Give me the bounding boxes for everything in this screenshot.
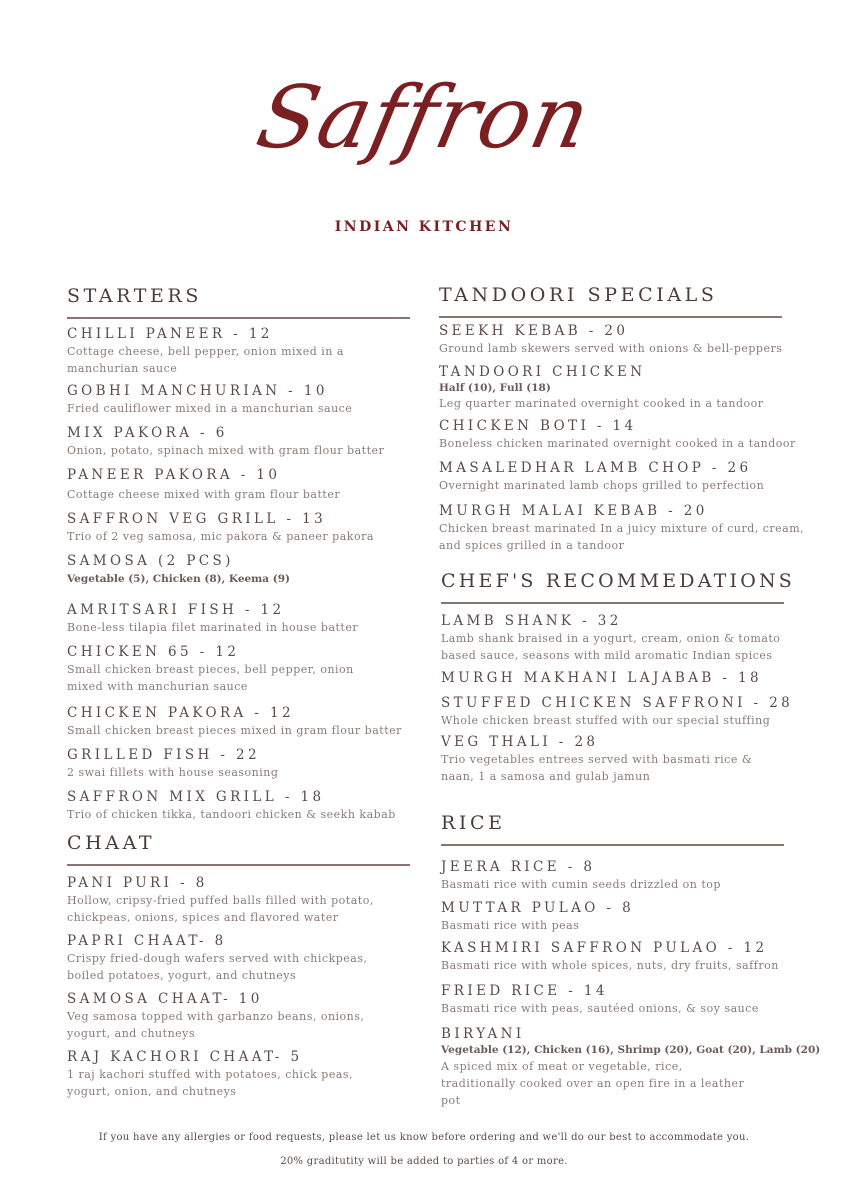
menu-item bbox=[67, 382, 412, 417]
menu-item bbox=[441, 1025, 821, 1109]
item-name: TANDOORI CHICKEN bbox=[439, 364, 646, 380]
item-name: SEEKH KEBAB - 20 bbox=[439, 323, 629, 339]
menu-item bbox=[439, 502, 809, 554]
menu-item bbox=[67, 704, 412, 739]
item-description: Small chicken breast pieces mixed in gram flour batter bbox=[67, 724, 402, 737]
item-name: JEERA RICE - 8 bbox=[441, 859, 596, 875]
item-description: Basmati rice with cumin seeds drizzled on top bbox=[441, 878, 721, 891]
item-options: Vegetable (5), Chicken (8), Keema (9) bbox=[67, 573, 290, 585]
item-description: Hollow, cripsy-fried puffed balls filled with potato, chickpeas, onions, spices and flavored water bbox=[67, 894, 374, 924]
menu-item bbox=[439, 363, 809, 412]
gratuity-note: 20% graditutity will be added to parties of 4 or more. bbox=[280, 1156, 568, 1167]
menu-item bbox=[67, 510, 412, 545]
item-description: Overnight marinated lamb chops grilled to perfection bbox=[439, 479, 765, 492]
item-description: Onion, potato, spinach mixed with gram flour batter bbox=[67, 444, 385, 457]
item-description: Ground lamb skewers served with onions & bell-peppers bbox=[439, 342, 783, 355]
menu-item bbox=[67, 874, 377, 926]
item-name: AMRITSARI FISH - 12 bbox=[67, 602, 285, 618]
item-name: GRILLED FISH - 22 bbox=[67, 747, 261, 763]
menu-item bbox=[441, 694, 811, 729]
menu-item bbox=[439, 322, 809, 357]
item-name: PANI PURI - 8 bbox=[67, 875, 208, 891]
section-divider bbox=[67, 864, 410, 866]
item-options: Half (10), Full (18) bbox=[439, 382, 551, 394]
section-title: TANDOORI SPECIALS bbox=[439, 284, 718, 306]
section-title: CHEF'S RECOMMEDATIONS bbox=[441, 570, 796, 592]
section-divider bbox=[67, 317, 410, 319]
menu-item bbox=[67, 932, 377, 984]
item-name: MURGH MAKHANI LAJABAB - 18 bbox=[441, 670, 763, 686]
item-name: CHICKEN PAKORA - 12 bbox=[67, 705, 295, 721]
menu-item bbox=[67, 1048, 367, 1100]
menu-item bbox=[439, 417, 809, 452]
item-name: PANEER PAKORA - 10 bbox=[67, 467, 281, 483]
section-chefs-recommendations bbox=[441, 568, 796, 604]
item-name: MASALEDHAR LAMB CHOP - 26 bbox=[439, 460, 752, 476]
menu-item bbox=[67, 424, 412, 459]
section-title: STARTERS bbox=[67, 285, 203, 307]
item-name: SAMOSA CHAAT- 10 bbox=[67, 991, 263, 1007]
item-description: 2 swai fillets with house seasoning bbox=[67, 766, 279, 779]
menu-item bbox=[67, 746, 412, 781]
item-options: Vegetable (12), Chicken (16), Shrimp (20), Goat (20), Lamb (20) bbox=[441, 1044, 821, 1056]
item-description: Leg quarter marinated overnight cooked in a tandoor bbox=[439, 397, 764, 410]
section-chaat bbox=[67, 830, 410, 866]
item-description: Basmati rice with peas bbox=[441, 919, 580, 932]
menu-item bbox=[67, 325, 367, 377]
item-name: VEG THALI - 28 bbox=[441, 734, 599, 750]
item-name: MUTTAR PULAO - 8 bbox=[441, 900, 635, 916]
menu-item bbox=[439, 459, 809, 494]
section-rice bbox=[441, 810, 784, 846]
item-description: Basmati rice with whole spices, nuts, dry fruits, saffron bbox=[441, 959, 779, 972]
menu-item bbox=[67, 601, 412, 636]
item-description: Bone-less tilapia filet marinated in house batter bbox=[67, 621, 359, 634]
item-name: SAFFRON MIX GRILL - 18 bbox=[67, 789, 325, 805]
item-description: Lamb shank braised in a yogurt, cream, onion & tomato based sauce, seasons with mild aromatic Indian spices bbox=[441, 632, 781, 662]
menu-item bbox=[67, 990, 367, 1042]
item-name: BIRYANI bbox=[441, 1026, 525, 1042]
menu-item bbox=[441, 939, 821, 974]
menu-item bbox=[441, 733, 781, 785]
item-description: A spiced mix of meat or vegetable, rice, traditionally cooked over an open fire in a leather pot bbox=[441, 1060, 745, 1107]
item-description: Crispy fried-dough wafers served with chickpeas, boiled potatoes, yogurt, and chutneys bbox=[67, 952, 368, 982]
item-name: GOBHI MANCHURIAN - 10 bbox=[67, 383, 328, 399]
item-description: Whole chicken breast stuffed with our special stuffing bbox=[441, 714, 771, 727]
menu-item bbox=[441, 982, 811, 1017]
item-name: SAMOSA (2 PCS) bbox=[67, 553, 234, 569]
menu-item bbox=[67, 552, 412, 587]
menu-item bbox=[441, 899, 811, 934]
item-name: MURGH MALAI KEBAB - 20 bbox=[439, 503, 708, 519]
item-description: Cottage cheese mixed with gram flour batter bbox=[67, 488, 341, 501]
menu-item bbox=[67, 643, 367, 695]
menu-item bbox=[441, 858, 811, 893]
section-divider bbox=[441, 844, 784, 846]
item-name: CHICKEN 65 - 12 bbox=[67, 644, 240, 660]
item-name: SAFFRON VEG GRILL - 13 bbox=[67, 511, 327, 527]
item-name: KASHMIRI SAFFRON PULAO - 12 bbox=[441, 940, 768, 956]
item-description: Trio of 2 veg samosa, mic pakora & paneer pakora bbox=[67, 530, 374, 543]
menu-item bbox=[67, 466, 412, 503]
restaurant-subtitle: INDIAN KITCHEN bbox=[334, 219, 514, 235]
item-name: CHILLI PANEER - 12 bbox=[67, 326, 273, 342]
item-name: PAPRI CHAAT- 8 bbox=[67, 933, 227, 949]
section-starters bbox=[67, 283, 410, 319]
item-description: Trio vegetables entrees served with basmati rice & naan, 1 a samosa and gulab jamun bbox=[441, 753, 753, 783]
item-name: RAJ KACHORI CHAAT- 5 bbox=[67, 1049, 303, 1065]
item-name: LAMB SHANK - 32 bbox=[441, 613, 622, 629]
item-name: FRIED RICE - 14 bbox=[441, 983, 608, 999]
section-title: RICE bbox=[441, 812, 506, 834]
item-name: MIX PAKORA - 6 bbox=[67, 425, 228, 441]
section-divider bbox=[441, 602, 784, 604]
item-description: Boneless chicken marinated overnight cooked in a tandoor bbox=[439, 437, 796, 450]
item-description: Trio of chicken tikka, tandoori chicken & seekh kabab bbox=[67, 808, 396, 821]
allergy-note: If you have any allergies or food requests, please let us know before ordering and we'll do our best to accommodate you. bbox=[98, 1132, 750, 1143]
item-name: CHICKEN BOTI - 14 bbox=[439, 418, 637, 434]
item-description: Veg samosa topped with garbanzo beans, onions, yogurt, and chutneys bbox=[67, 1010, 365, 1040]
item-name: STUFFED CHICKEN SAFFRONI - 28 bbox=[441, 695, 794, 711]
menu-item bbox=[441, 669, 811, 687]
menu-item bbox=[67, 788, 412, 823]
item-description: Basmati rice with peas, sautéed onions, & soy sauce bbox=[441, 1002, 759, 1015]
item-description: Small chicken breast pieces, bell pepper, onion mixed with manchurian sauce bbox=[67, 663, 354, 693]
logo: Saffron bbox=[248, 68, 600, 168]
item-description: Cottage cheese, bell pepper, onion mixed in a manchurian sauce bbox=[67, 345, 344, 375]
item-description: 1 raj kachori stuffed with potatoes, chick peas, yogurt, onion, and chutneys bbox=[67, 1068, 354, 1098]
section-title: CHAAT bbox=[67, 832, 156, 854]
menu-item bbox=[441, 612, 781, 664]
item-description: Fried cauliflower mixed in a manchurian sauce bbox=[67, 402, 353, 415]
item-description: Chicken breast marinated In a juicy mixture of curd, cream, and spices grilled in a tandoor bbox=[439, 522, 805, 552]
section-divider bbox=[439, 316, 782, 318]
section-tandoori-specials bbox=[439, 282, 782, 318]
